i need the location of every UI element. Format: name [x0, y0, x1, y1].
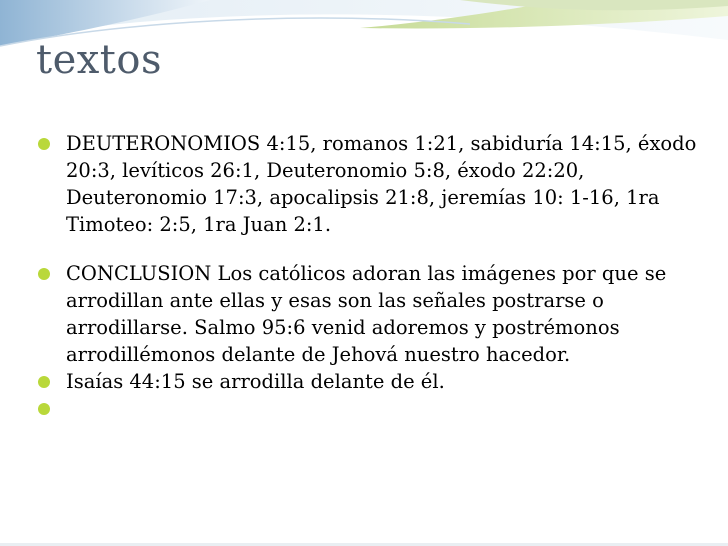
- bullet-dot-icon: [38, 138, 50, 150]
- bullet-dot-icon: [38, 403, 50, 415]
- bullet-item: [38, 368, 718, 395]
- bullet-item: [38, 260, 718, 368]
- bullet-text: [66, 397, 72, 420]
- slide-title: textos: [36, 37, 162, 83]
- bullet-text: CONCLUSION Los católicos adoran las imágenes por que se arrodillan ante ellas y esas son las señales postrarse o arrodillarse. Salmo 95:6 venid adoremos y postrémonos arrodillémonos delante de Jehová nuestro hacedor.: [66, 262, 667, 366]
- bullet-dot-icon: [38, 376, 50, 388]
- bullet-text: Isaías 44:15 se arrodilla delante de él.: [66, 370, 445, 393]
- bullet-list: [38, 130, 718, 422]
- bullet-text: DEUTERONOMIOS 4:15, romanos 1:21, sabiduría 14:15, éxodo 20:3, levíticos 26:1, Deuteronomio 5:8, éxodo 22:20, Deuteronomio 17:3, apocalipsis 21:8, jeremías 10: 1-16, 1ra Timoteo: 2:5, 1ra Juan 2:1.: [66, 132, 697, 236]
- bullet-item: [38, 130, 718, 238]
- bullet-item: [38, 395, 718, 422]
- bullet-dot-icon: [38, 268, 50, 280]
